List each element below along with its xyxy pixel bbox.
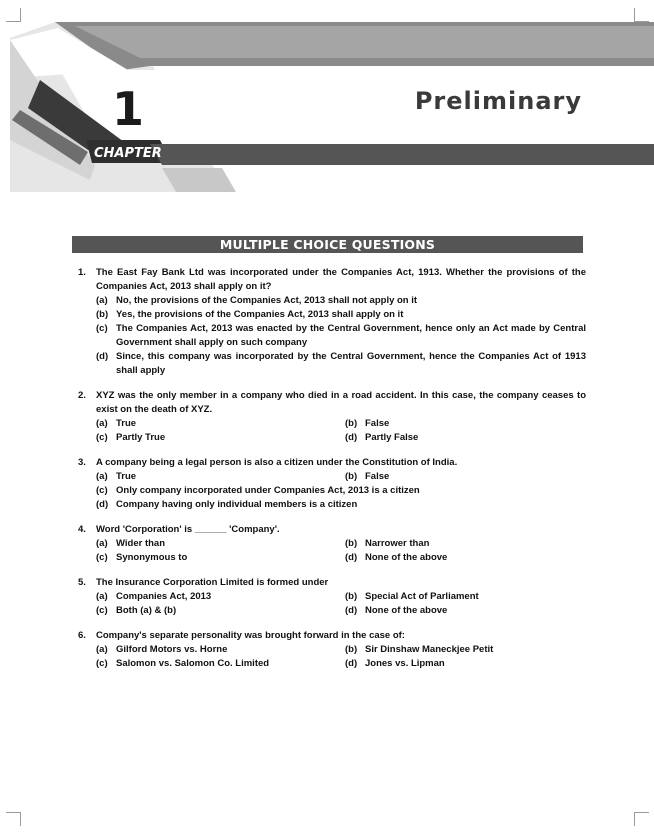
option — [345, 590, 586, 604]
crop-mark — [634, 812, 635, 826]
option — [345, 657, 586, 671]
question-list — [78, 266, 586, 682]
option — [96, 657, 337, 671]
option — [345, 537, 586, 551]
option-text: Jones vs. Lipman — [365, 658, 445, 669]
option-text: Salomon vs. Salomon Co. Limited — [116, 658, 270, 669]
option — [96, 322, 586, 350]
option-text: None of the above — [365, 552, 448, 563]
option-text: Since, this company was incorporated by the Central Government, hence the Companies Act of 1913 shall apply — [116, 351, 586, 376]
question-text: Company's separate personality was brought forward in the case of: — [96, 630, 405, 641]
option-text: Company having only individual members is a citizen — [116, 499, 358, 510]
option-text: False — [365, 418, 390, 429]
question-item — [78, 389, 586, 445]
question-text: Word 'Corporation' is ______ 'Company'. — [96, 524, 280, 535]
option-key: (d) — [345, 605, 358, 616]
question-number: 2. — [78, 390, 86, 401]
option-key: (c) — [96, 552, 108, 563]
option-key: (a) — [96, 418, 108, 429]
option-key: (c) — [96, 658, 108, 669]
option — [96, 294, 586, 308]
option-text: Narrower than — [365, 538, 430, 549]
option-key: (d) — [96, 499, 109, 510]
chapter-title: Preliminary — [414, 87, 582, 115]
option-key: (c) — [96, 605, 108, 616]
option-key: (c) — [96, 432, 108, 443]
question-text: XYZ was the only member in a company who died in a road accident. In this case, the company ceases to exist on the death of XYZ. — [96, 390, 586, 415]
option — [96, 551, 337, 565]
crop-mark — [635, 812, 649, 813]
option-key: (b) — [345, 644, 358, 655]
option-key: (a) — [96, 471, 108, 482]
question-item — [78, 523, 586, 565]
option-text: Companies Act, 2013 — [116, 591, 212, 602]
crop-mark — [6, 812, 20, 813]
option — [345, 604, 586, 618]
option — [96, 417, 337, 431]
question-item — [78, 266, 586, 378]
question-number: 3. — [78, 457, 86, 468]
option-text: Special Act of Parliament — [365, 591, 479, 602]
question-item — [78, 576, 586, 618]
question-number: 4. — [78, 524, 86, 535]
option — [96, 470, 337, 484]
option — [96, 643, 337, 657]
option — [96, 431, 337, 445]
option — [345, 470, 586, 484]
option — [96, 604, 337, 618]
option — [96, 498, 586, 512]
question-number: 1. — [78, 267, 86, 278]
option-text: Synonymous to — [116, 552, 188, 563]
question-number: 5. — [78, 577, 86, 588]
option-text: Wider than — [116, 538, 165, 549]
option-text: False — [365, 471, 390, 482]
question-text: A company being a legal person is also a citizen under the Constitution of India. — [96, 457, 458, 468]
option-key: (a) — [96, 295, 108, 306]
option-text: Only company incorporated under Companies Act, 2013 is a citizen — [116, 485, 420, 496]
option — [96, 350, 586, 378]
crop-mark — [20, 812, 21, 826]
question-item — [78, 629, 586, 671]
option-key: (b) — [345, 418, 358, 429]
option-text: Both (a) & (b) — [116, 605, 177, 616]
option-text: True — [116, 471, 137, 482]
option-key: (d) — [345, 552, 358, 563]
question-item — [78, 456, 586, 512]
option-key: (d) — [345, 432, 358, 443]
option-text: The Companies Act, 2013 was enacted by the Central Government, hence only an Act made by Central Government shall apply on such company — [116, 323, 586, 348]
question-text: The Insurance Corporation Limited is formed under — [96, 577, 329, 588]
option-key: (b) — [345, 538, 358, 549]
question-number: 6. — [78, 630, 86, 641]
option-key: (b) — [96, 309, 109, 320]
option-text: No, the provisions of the Companies Act, 2013 shall not apply on it — [116, 295, 418, 306]
option — [96, 484, 586, 498]
option-key: (a) — [96, 644, 108, 655]
option-key: (d) — [96, 351, 109, 362]
chapter-number: 1 — [112, 82, 143, 136]
option — [345, 551, 586, 565]
question-text: The East Fay Bank Ltd was incorporated under the Companies Act, 1913. Whether the provisions of the Companies Act, 2013 shall apply on it? — [96, 267, 586, 292]
option — [345, 417, 586, 431]
option-text: Yes, the provisions of the Companies Act, 2013 shall apply on it — [116, 309, 404, 320]
option-text: Partly True — [116, 432, 166, 443]
option — [96, 537, 337, 551]
option-key: (d) — [345, 658, 358, 669]
section-heading: MULTIPLE CHOICE QUESTIONS — [72, 236, 583, 253]
option — [345, 643, 586, 657]
option — [96, 308, 586, 322]
option-key: (a) — [96, 591, 108, 602]
chapter-label: CHAPTER — [94, 146, 162, 161]
option-key: (b) — [345, 591, 358, 602]
option-text: None of the above — [365, 605, 448, 616]
option-text: True — [116, 418, 137, 429]
option-key: (a) — [96, 538, 108, 549]
option-text: Partly False — [365, 432, 419, 443]
option-key: (c) — [96, 485, 108, 496]
option-text: Sir Dinshaw Maneckjee Petit — [365, 644, 494, 655]
option — [345, 431, 586, 445]
option — [96, 590, 337, 604]
option-key: (c) — [96, 323, 108, 334]
option-text: Gilford Motors vs. Horne — [116, 644, 228, 655]
option-key: (b) — [345, 471, 358, 482]
